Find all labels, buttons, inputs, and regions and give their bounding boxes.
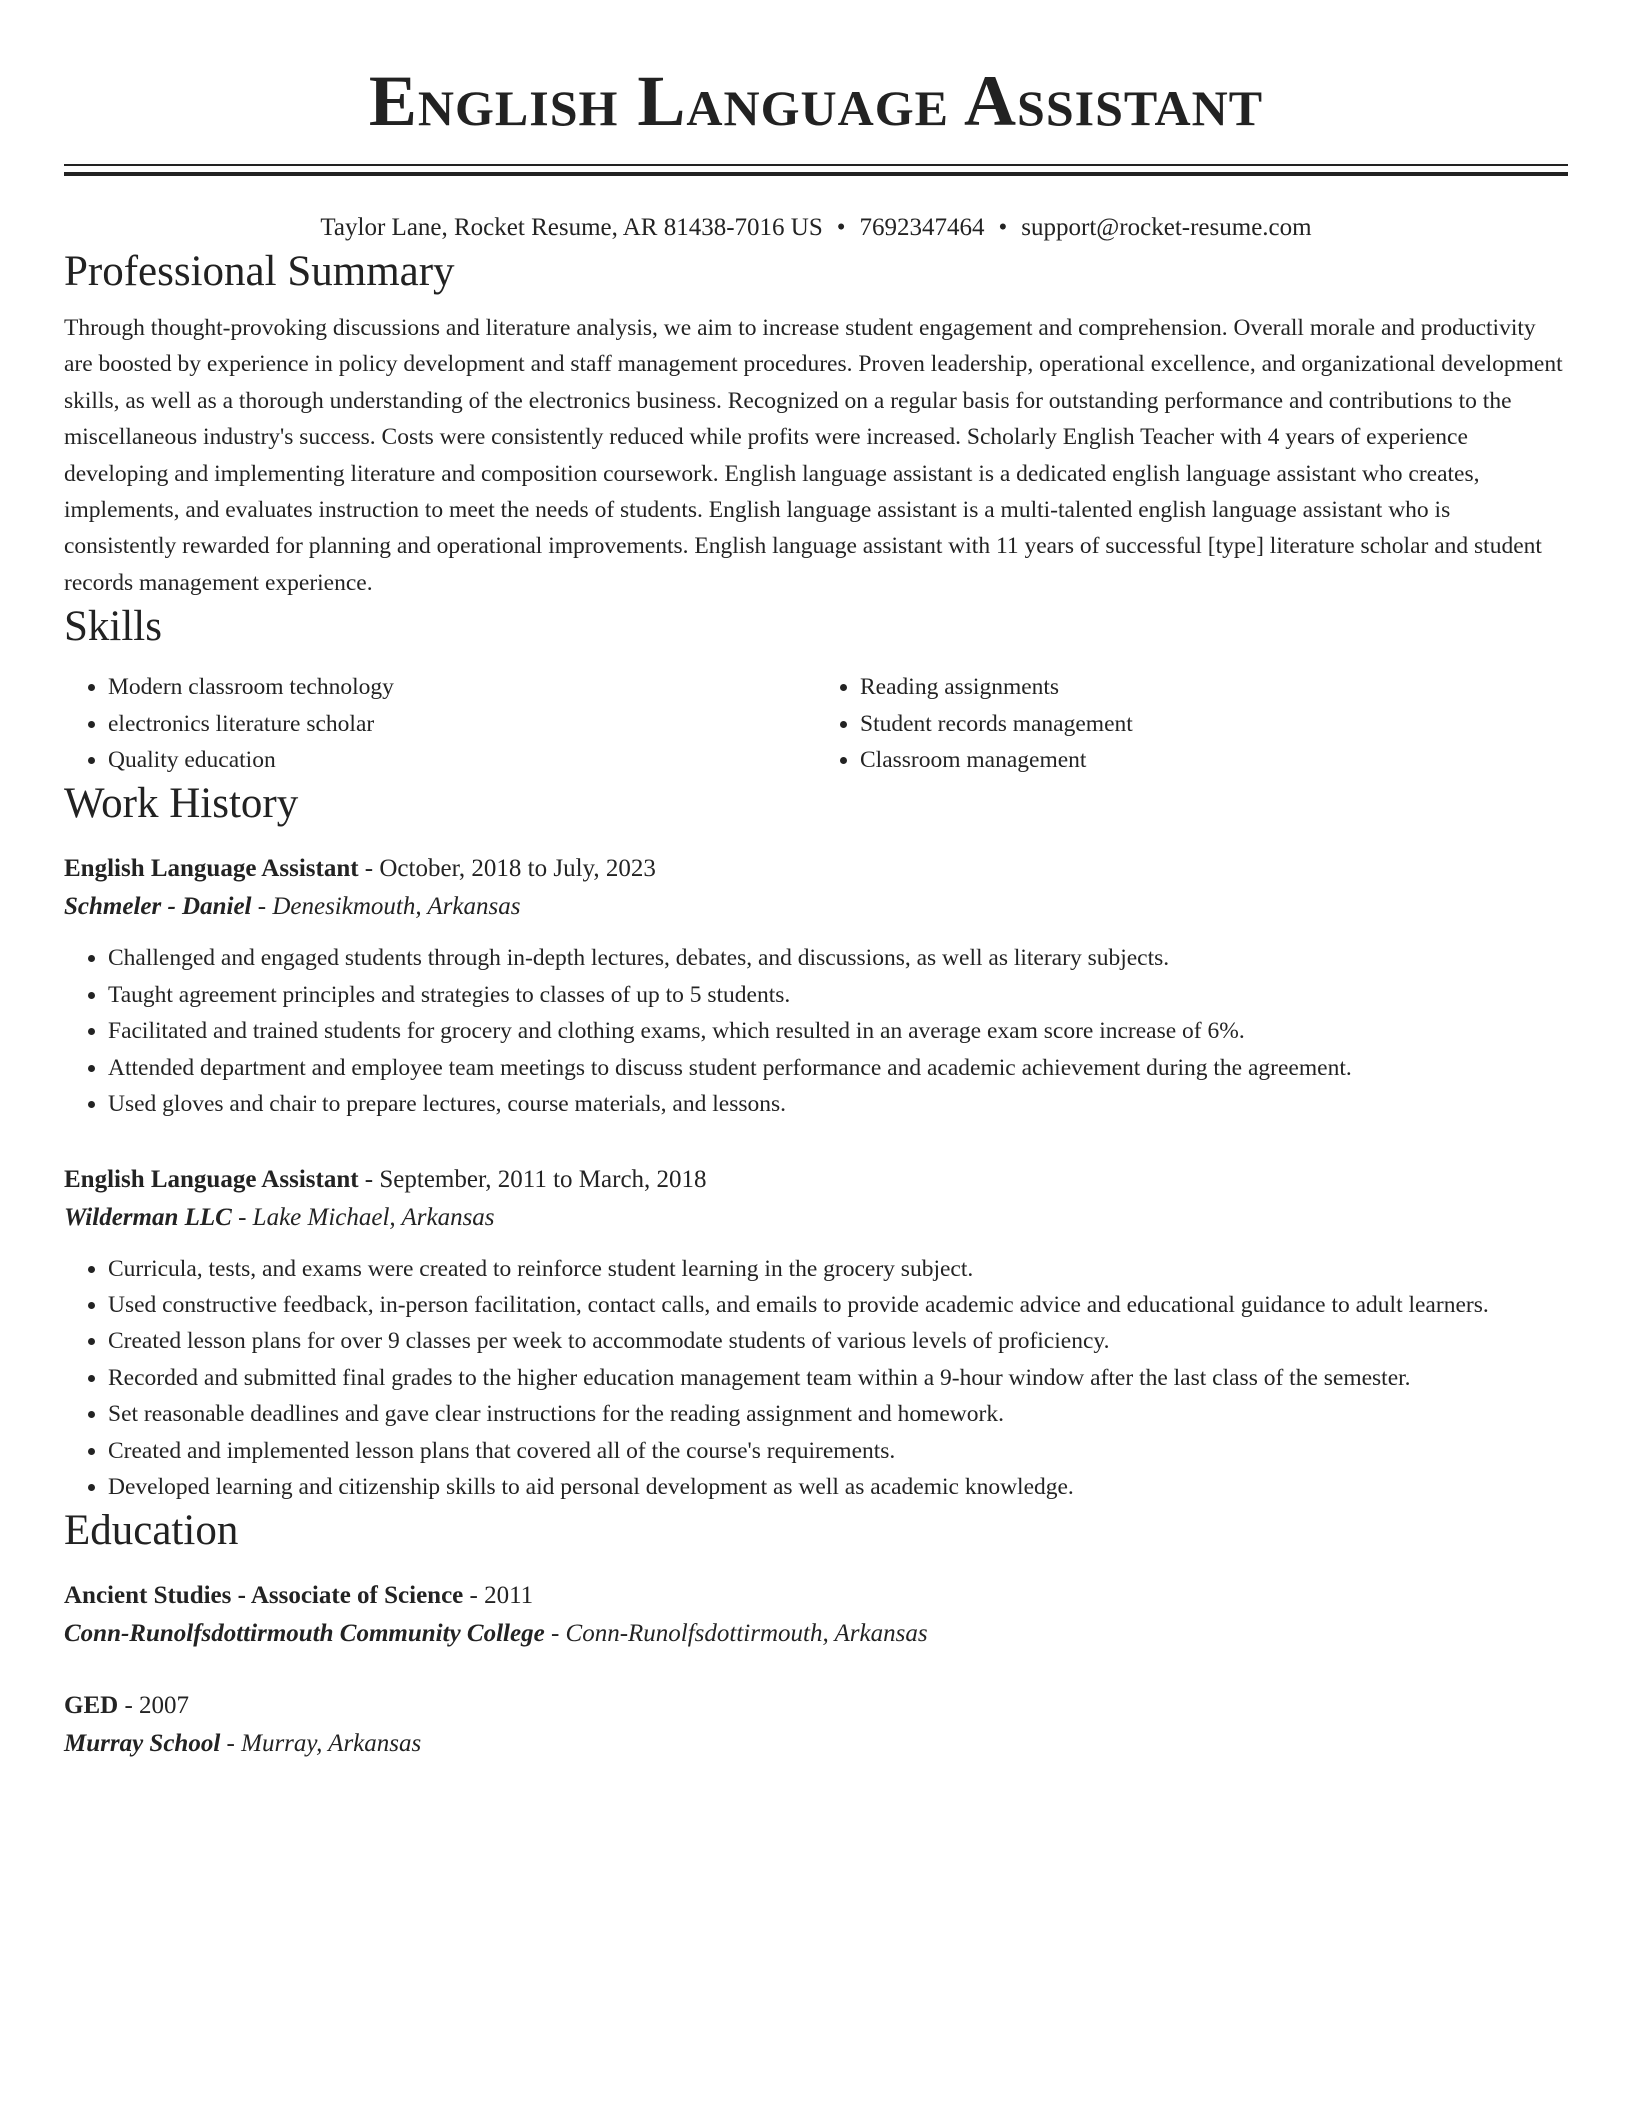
job-bullet: • Curricula, tests, and exams were created to reinforce student learning in the grocery subject. bbox=[108, 1251, 1568, 1287]
skill-item: • Reading assignments bbox=[860, 669, 1568, 705]
job-company: Schmeler - Daniel bbox=[64, 893, 252, 921]
job-company: Wilderman LLC bbox=[64, 1203, 232, 1231]
skill-item: • Modern classroom technology bbox=[108, 669, 816, 705]
summary-heading: Professional Summary bbox=[64, 248, 455, 295]
job-bullet: • Created lesson plans for over 9 classes per week to accommodate students of various levels of proficiency. bbox=[108, 1323, 1568, 1359]
job-dates: - October, 2018 to July, 2023 bbox=[358, 855, 656, 883]
job-entry bbox=[64, 1161, 1568, 1506]
skills-column-right bbox=[816, 669, 1568, 778]
contact-phone: 7692347464 bbox=[859, 214, 985, 241]
skills-column-left bbox=[64, 669, 816, 778]
work-history-heading: Work History bbox=[64, 780, 299, 828]
education-year: - 2007 bbox=[118, 1692, 190, 1720]
job-bullet: • Set reasonable deadlines and gave clear instructions for the reading assignment and homework. bbox=[108, 1396, 1568, 1432]
resume-title: English Language Assistant bbox=[368, 61, 1264, 141]
job-title-line bbox=[64, 850, 1568, 888]
job-title: English Language Assistant bbox=[64, 855, 359, 883]
education-entry bbox=[64, 1577, 1568, 1653]
contact-line bbox=[64, 210, 1568, 246]
job-bullet: • Taught agreement principles and strategies to classes of up to 5 students. bbox=[108, 977, 1568, 1013]
education-location: - Murray, Arkansas bbox=[220, 1730, 422, 1758]
job-dates: - September, 2011 to March, 2018 bbox=[358, 1165, 707, 1193]
job-bullet: • Challenged and engaged students through in-depth lectures, debates, and discussions, as well as literary subjects. bbox=[108, 940, 1568, 976]
education-school-line bbox=[64, 1725, 1568, 1763]
job-bullets bbox=[64, 940, 1568, 1122]
skill-item: • Student records management bbox=[860, 706, 1568, 742]
divider-thin-line bbox=[64, 164, 1568, 166]
job-bullet: • Used gloves and chair to prepare lectures, course materials, and lessons. bbox=[108, 1086, 1568, 1122]
education-location: - Conn-Runolfsdottirmouth, Arkansas bbox=[544, 1620, 928, 1648]
education-school: Conn-Runolfsdottirmouth Community College bbox=[64, 1620, 545, 1648]
job-bullet: • Facilitated and trained students for grocery and clothing exams, which resulted in an average exam score increase of 6%. bbox=[108, 1013, 1568, 1049]
job-entry bbox=[64, 850, 1568, 1122]
contact-address: Taylor Lane, Rocket Resume, AR 81438-7016 US bbox=[320, 214, 823, 241]
job-bullet: • Created and implemented lesson plans that covered all of the course's requirements. bbox=[108, 1433, 1568, 1469]
contact-separator: • bbox=[998, 214, 1008, 241]
job-bullet: • Attended department and employee team meetings to discuss student performance and academic achievement during the agreement. bbox=[108, 1050, 1568, 1086]
job-bullet: • Developed learning and citizenship skills to aid personal development as well as academic knowledge. bbox=[108, 1469, 1568, 1505]
job-bullet: • Recorded and submitted final grades to the higher education management team within a 9-hour window after the last class of the semester. bbox=[108, 1360, 1568, 1396]
education-degree: Ancient Studies - Associate of Science bbox=[64, 1582, 464, 1610]
education-school-line bbox=[64, 1615, 1568, 1653]
job-bullets bbox=[64, 1251, 1568, 1506]
job-bullet: • Used constructive feedback, in-person facilitation, contact calls, and emails to provide academic advice and educational guidance to adult learners. bbox=[108, 1287, 1568, 1323]
skills-heading: Skills bbox=[64, 603, 162, 651]
skill-item: • Quality education bbox=[108, 742, 816, 778]
education-degree: GED bbox=[64, 1692, 119, 1720]
contact-email: support@rocket-resume.com bbox=[1021, 214, 1312, 241]
summary-text: Through thought-provoking discussions and literature analysis, we aim to increase student engagement and comprehension. Overall morale and productivity are boosted by experience in policy development and staff management procedures. Proven leadership, operational excellence, and organizational development skills, as well as a thorough understanding of the electronics business. Recognized on a regular basis for outstanding performance and contributions to the miscellaneous industry's success. Costs were consistently reduced while profits were increased. Scholarly English Teacher with 4 years of experience developing and implementing literature and composition coursework. English language assistant is a dedicated english language assistant who creates, implements, and evaluates instruction to meet the needs of students. English language assistant is a multi-talented english language assistant who is consistently rewarded for planning and operational improvements. English language assistant with 11 years of successful [type] literature scholar and student records management experience. bbox=[64, 315, 1563, 596]
education-degree-line bbox=[64, 1687, 1568, 1725]
job-title: English Language Assistant bbox=[64, 1165, 359, 1193]
job-title-line bbox=[64, 1161, 1568, 1199]
education-school: Murray School bbox=[64, 1730, 221, 1758]
divider-thick-line bbox=[64, 172, 1568, 176]
education-heading: Education bbox=[64, 1507, 239, 1555]
job-company-line bbox=[64, 888, 1568, 926]
job-location: - Lake Michael, Arkansas bbox=[231, 1203, 495, 1231]
education-degree-line bbox=[64, 1577, 1568, 1615]
education-entry bbox=[64, 1687, 1568, 1763]
job-location: - Denesikmouth, Arkansas bbox=[251, 893, 521, 921]
title-divider bbox=[64, 164, 1568, 176]
education-year: - 2011 bbox=[463, 1582, 534, 1610]
skill-item: • electronics literature scholar bbox=[108, 706, 816, 742]
job-company-line bbox=[64, 1199, 1568, 1237]
contact-separator: • bbox=[836, 214, 846, 241]
skills-grid bbox=[64, 669, 1568, 778]
skill-item: • Classroom management bbox=[860, 742, 1568, 778]
